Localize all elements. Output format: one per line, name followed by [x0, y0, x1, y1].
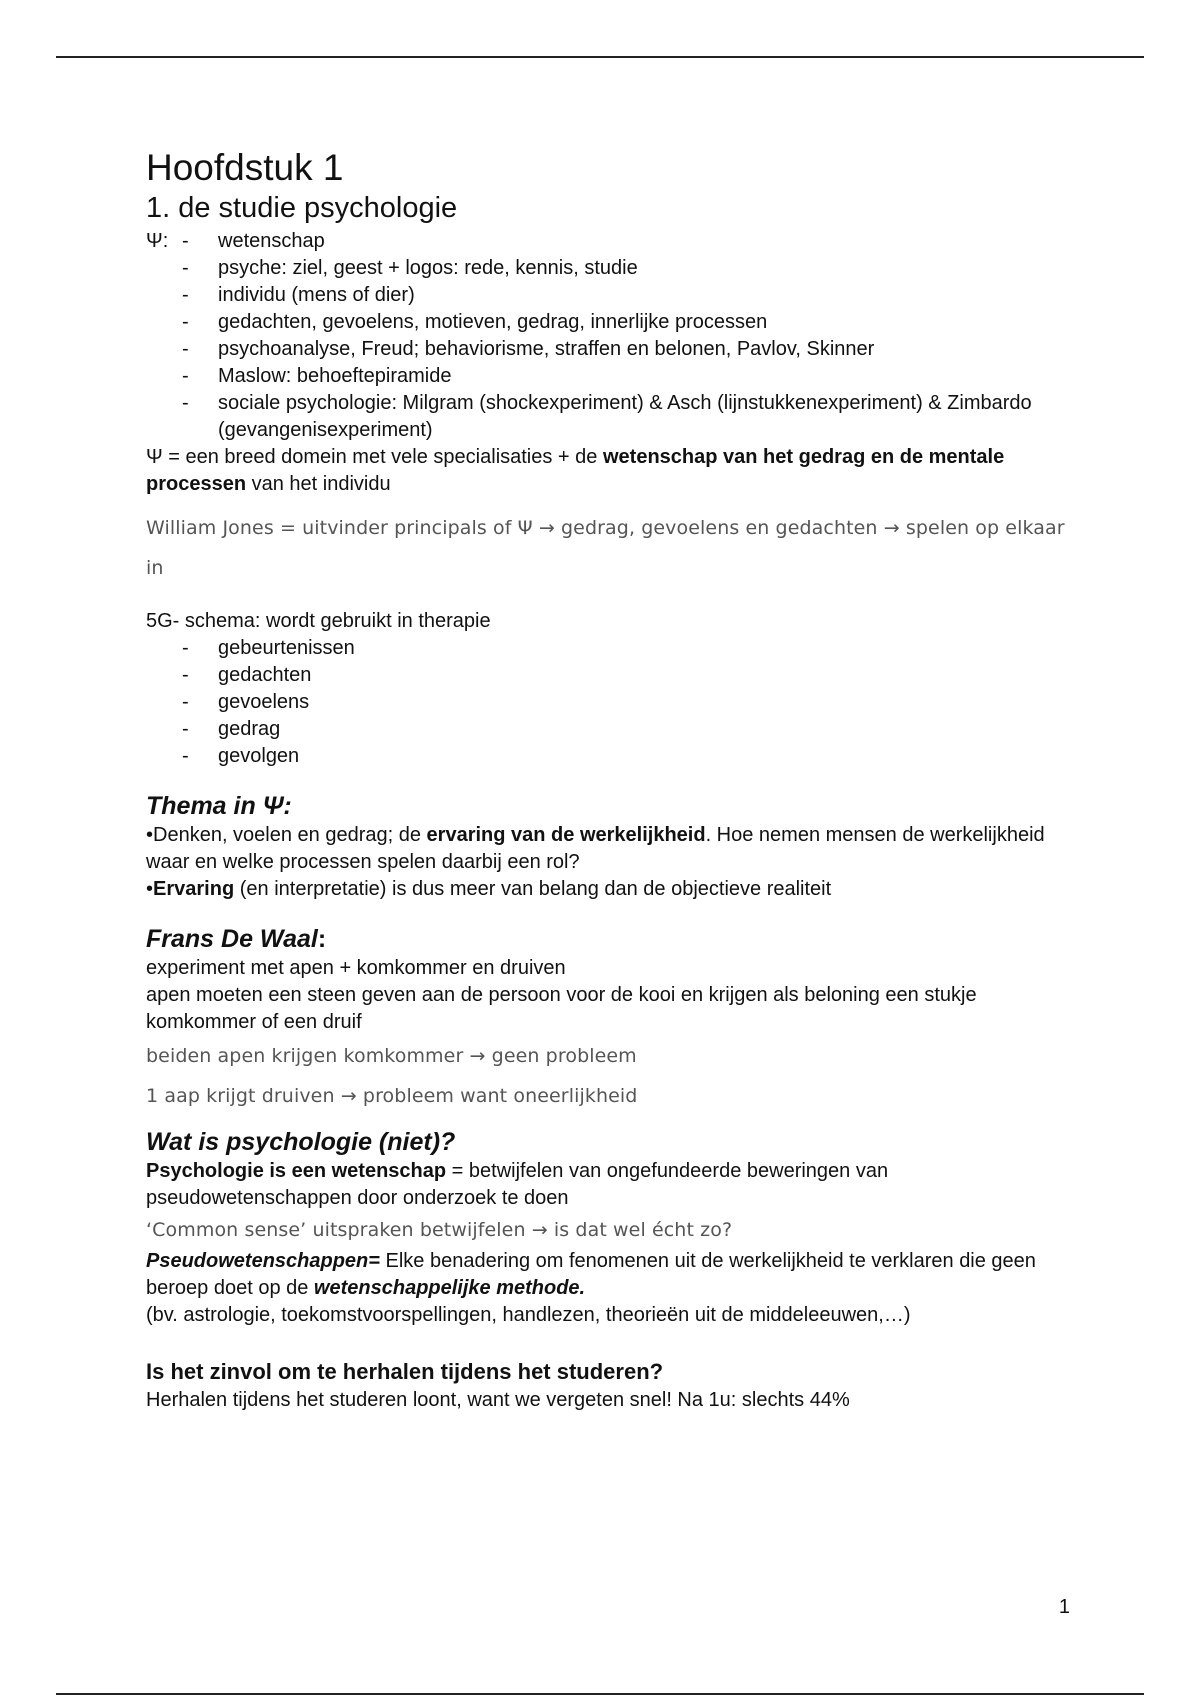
schema-list — [146, 635, 1066, 770]
footer-rule — [56, 1693, 1144, 1695]
list-item: - gedrag — [146, 716, 1066, 743]
wat-paragraph-2 — [146, 1248, 1066, 1302]
thema-paragraph-1 — [146, 822, 1066, 876]
wat-heading: Wat is psychologie (niet)? — [146, 1128, 456, 1156]
thema-p2-post: (en interpretatie) is dus meer van belang dan de objectieve realiteit — [234, 878, 832, 900]
waal-heading — [146, 923, 1066, 955]
list-item: - gevoelens — [146, 689, 1066, 716]
list-item: - gedachten — [146, 662, 1066, 689]
thema-p2-bold: Ervaring — [153, 878, 235, 900]
definition-pre: Ψ = een breed domein met vele specialisaties + de — [146, 446, 603, 468]
definition-post: van het individu — [246, 473, 391, 495]
herhalen-heading: Is het zinvol om te herhalen tijdens het studeren? — [146, 1359, 664, 1384]
waal-heading-colon: : — [317, 925, 327, 953]
wat-p2-term: Pseudowetenschappen= — [146, 1250, 380, 1272]
waal-note-2: 1 aap krijgt druiven → probleem want oneerlijkheid — [146, 1085, 638, 1107]
header-rule — [56, 56, 1144, 58]
list-item: - sociale psychologie: Milgram (shockexperiment) & Asch (lijnstukkenexperiment) & Zimbardo (gevangenisexperiment) — [186, 390, 1066, 444]
list-item: - gedachten, gevoelens, motieven, gedrag, innerlijke processen — [186, 309, 1066, 336]
list-item: - psychoanalyse, Freud; behaviorisme, straffen en belonen, Pavlov, Skinner — [186, 336, 1066, 363]
page-title: Hoofdstuk 1 — [146, 147, 344, 188]
list-item: - gevolgen — [146, 743, 1066, 770]
wat-note: ‘Common sense’ uitspraken betwijfelen → is dat wel écht zo? — [146, 1219, 733, 1241]
definition-bold: wetenschap van het gedrag en de mentale processen — [146, 446, 1005, 495]
section-title: 1. de studie psychologie — [146, 192, 458, 224]
thema-p1-pre: •Denken, voelen en gedrag; de — [146, 824, 427, 846]
waal-heading-text: Frans De Waal — [146, 925, 318, 953]
list-item: - wetenschap — [186, 228, 1066, 255]
thema-p1-bold: ervaring van de werkelijkheid — [426, 824, 706, 846]
wat-p1-bold: Psychologie is een wetenschap — [146, 1160, 447, 1182]
waal-line-1: experiment met apen + komkommer en druiven — [146, 957, 566, 979]
waal-line-2: apen moeten een steen geven aan de persoon voor de kooi en krijgen als beloning een stukje komkommer of een druif — [146, 984, 977, 1033]
list-item: - individu (mens of dier) — [186, 282, 1066, 309]
psi-list-block — [146, 228, 1066, 444]
thema-p2-bullet: • — [146, 878, 154, 900]
herhalen-text: Herhalen tijdens het studeren loont, want we vergeten snel! Na 1u: slechts 44% — [146, 1389, 850, 1411]
list-item: - Maslow: behoeftepiramide — [186, 363, 1066, 390]
schema-intro: 5G- schema: wordt gebruikt in therapie — [146, 610, 491, 632]
page-number: 1 — [1058, 1596, 1070, 1618]
thema-heading: Thema in Ψ: — [146, 792, 292, 820]
document-page — [146, 146, 1066, 1414]
psi-lead: Ψ: — [146, 230, 169, 252]
jones-note: William Jones = uitvinder principals of Ψ → gedrag, gevoelens en gedachten → spelen op elkaar in — [146, 517, 1065, 579]
thema-p1-post: . Hoe nemen mensen de werkelijkheid waar en welke processen spelen daarbij een rol? — [146, 824, 1045, 873]
wat-paragraph-3: (bv. astrologie, toekomstvoorspellingen, handlezen, theorieën uit de middeleeuwen,…) — [146, 1304, 911, 1326]
wat-paragraph-1 — [146, 1158, 1066, 1212]
definition-paragraph — [146, 444, 1066, 498]
list-item: - psyche: ziel, geest + logos: rede, kennis, studie — [186, 255, 1066, 282]
wat-p2-method: wetenschappelijke methode. — [313, 1277, 586, 1299]
psi-list — [186, 228, 1066, 444]
list-item: - gebeurtenissen — [146, 635, 1066, 662]
wat-p2-mid: Elke benadering om fenomenen uit de werkelijkheid te verklaren die geen beroep doet op de — [146, 1250, 1036, 1299]
thema-paragraph-2 — [146, 876, 1066, 903]
waal-note-1: beiden apen krijgen komkommer → geen probleem — [146, 1045, 637, 1067]
wat-p1-post: = betwijfelen van ongefundeerde beweringen van pseudowetenschappen door onderzoek te doen — [146, 1160, 889, 1209]
